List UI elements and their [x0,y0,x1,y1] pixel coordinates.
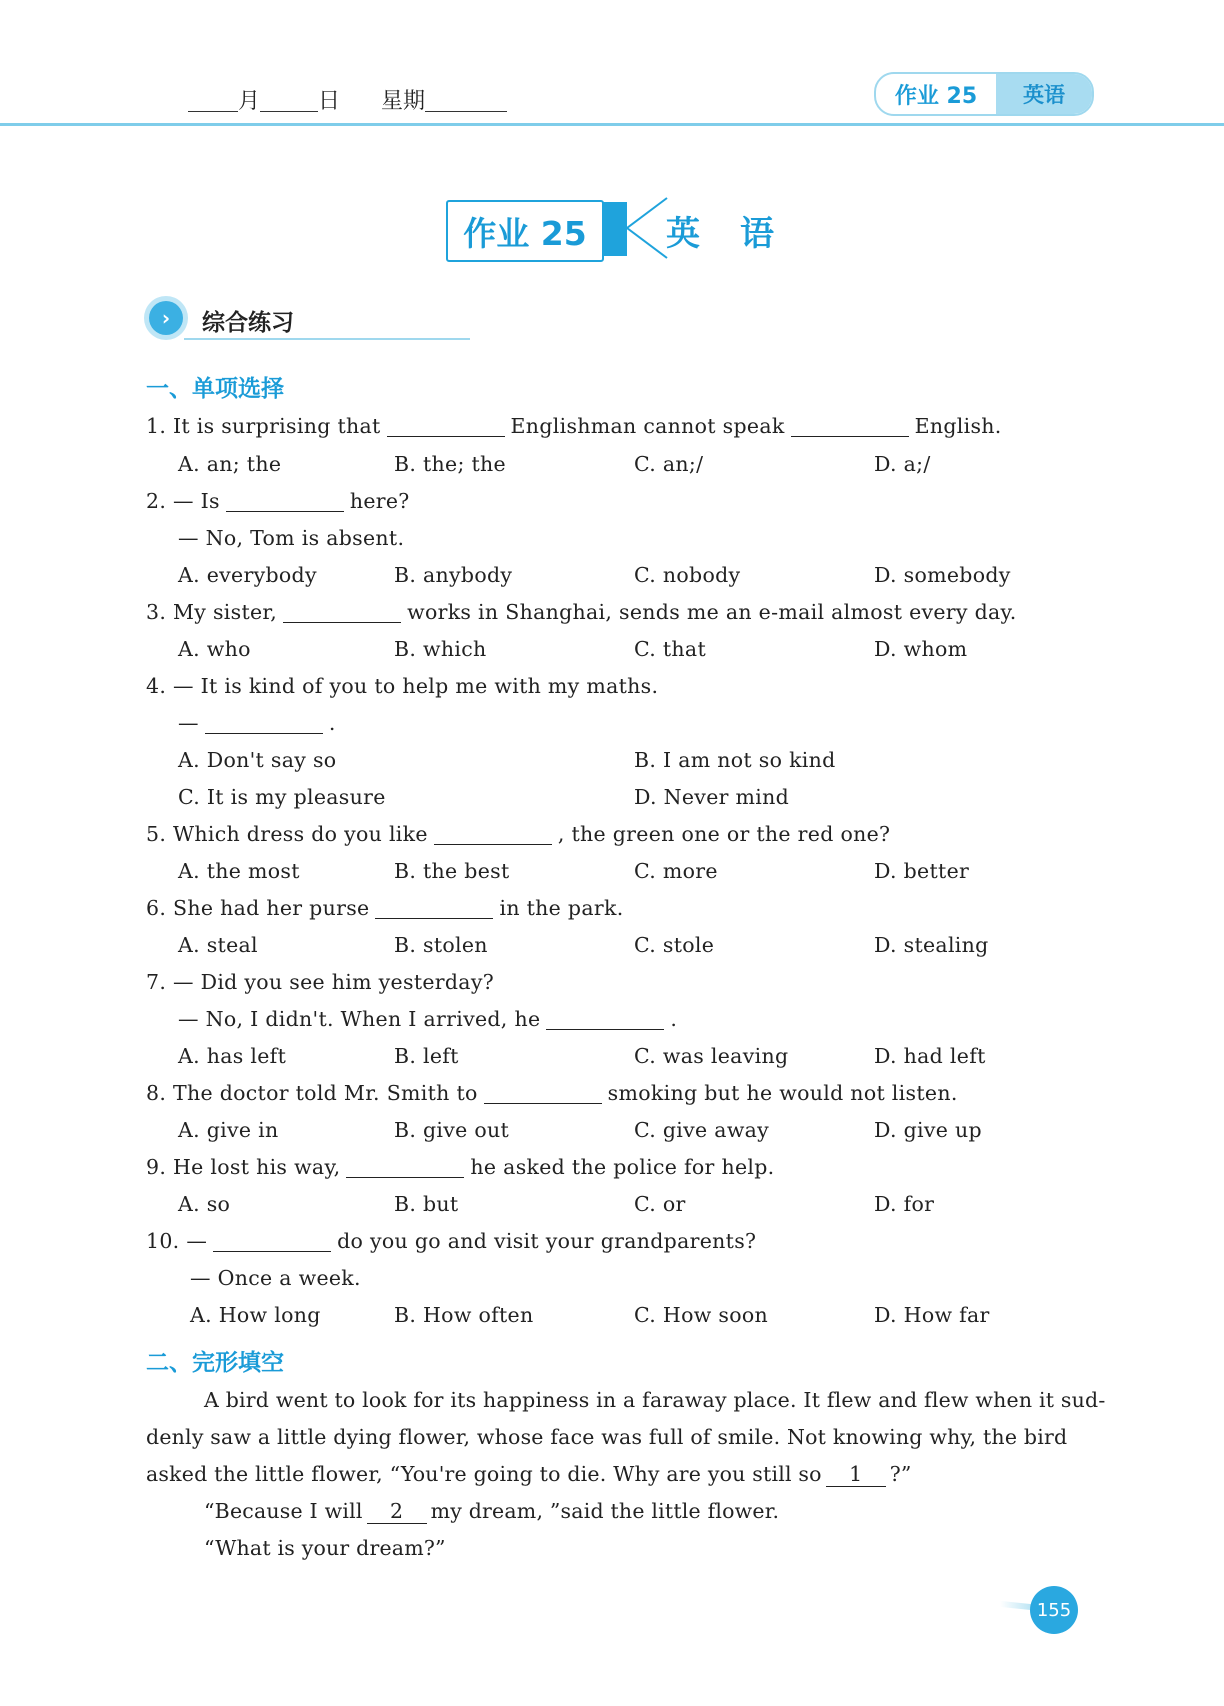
answer-blank[interactable] [791,416,909,437]
header-tab [874,72,1094,116]
question-1: 1. It is surprising that Englishman cannot speak English. [146,414,1002,438]
weekday-blank[interactable] [425,89,507,112]
answer-blank[interactable] [213,1231,331,1252]
option-d[interactable]: D. give up [874,1118,982,1142]
question-3: 3. My sister, works in Shanghai, sends me an e-mail almost every day. [146,600,1017,624]
badge-underline [184,338,470,340]
header-tab-assignment: 作业 25 [894,83,978,109]
option-a[interactable]: A. give in [178,1118,279,1142]
option-c[interactable]: C. give away [634,1118,770,1142]
option-d[interactable]: D. Never mind [634,785,790,809]
header-tab-subject: 英语 [996,74,1092,114]
question-4-reply: — . [178,711,336,735]
option-c[interactable]: C. nobody [634,563,741,587]
title-subject: 英语 [666,214,814,254]
option-a[interactable]: A. has left [178,1044,287,1068]
option-d[interactable]: D. How far [874,1303,990,1327]
option-b[interactable]: B. give out [394,1118,510,1142]
section1-heading: 一、单项选择 [146,376,284,402]
question-7: 7. — Did you see him yesterday? [146,970,495,994]
option-b[interactable]: B. anybody [394,563,513,587]
question-6: 6. She had her purse in the park. [146,896,624,920]
cloze-blank-1[interactable]: 1 [826,1462,886,1487]
weekday-label: 星期 [381,89,426,114]
question-7-reply: — No, I didn't. When I arrived, he . [178,1007,678,1031]
passage-line-4: “Because I will 2 my dream, ”said the little flower. [204,1499,780,1523]
option-a[interactable]: A. who [178,637,251,661]
option-d[interactable]: D. whom [874,637,968,661]
option-b[interactable]: B. which [394,637,487,661]
option-b[interactable]: B. stolen [394,933,488,957]
option-b[interactable]: B. the; the [394,452,506,476]
option-c[interactable]: C. was leaving [634,1044,789,1068]
option-c[interactable]: C. How soon [634,1303,768,1327]
option-a[interactable]: A. an; the [178,452,282,476]
answer-blank[interactable] [283,602,401,623]
passage-line-5: “What is your dream?” [204,1536,446,1560]
question-2-reply: — No, Tom is absent. [178,526,405,550]
option-a[interactable]: A. everybody [178,563,317,587]
answer-blank[interactable] [387,416,505,437]
option-a[interactable]: A. the most [178,859,300,883]
question-9: 9. He lost his way, he asked the police for help. [146,1155,775,1179]
option-a[interactable]: A. steal [178,933,258,957]
answer-blank[interactable] [434,824,552,845]
month-blank[interactable] [188,89,238,112]
question-8: 8. The doctor told Mr. Smith to smoking but he would not listen. [146,1081,958,1105]
option-c[interactable]: C. an;/ [634,452,704,476]
answer-blank[interactable] [375,898,493,919]
answer-blank[interactable] [546,1009,664,1030]
question-10-reply: — Once a week. [190,1266,361,1290]
option-b[interactable]: B. left [394,1044,459,1068]
answer-blank[interactable] [346,1157,464,1178]
option-c[interactable]: C. stole [634,933,715,957]
option-d[interactable]: D. stealing [874,933,989,957]
option-a[interactable]: A. How long [190,1303,321,1327]
option-d[interactable]: D. for [874,1192,935,1216]
option-b[interactable]: B. the best [394,859,510,883]
day-label: 日 [318,89,341,114]
option-c[interactable]: C. It is my pleasure [178,785,386,809]
title-tab-decoration [603,202,627,256]
option-b[interactable]: B. How often [394,1303,534,1327]
answer-blank[interactable] [226,491,344,512]
question-2: 2. — Is here? [146,489,410,513]
question-5: 5. Which dress do you like , the green one or the red one? [146,822,891,846]
chevron-right-icon: › [149,301,183,335]
option-d[interactable]: D. better [874,859,970,883]
option-a[interactable]: A. Don't say so [178,748,337,772]
option-c[interactable]: C. or [634,1192,686,1216]
page-title: 作业 25 [446,200,604,262]
day-blank[interactable] [260,89,318,112]
option-d[interactable]: D. somebody [874,563,1011,587]
date-line [188,84,507,115]
passage-line-1: A bird went to look for its happiness in a faraway place. It flew and flew when it sud- [204,1388,1106,1412]
option-b[interactable]: B. I am not so kind [634,748,836,772]
passage-line-3: asked the little flower, “You're going to die. Why are you still so 1 ?” [146,1462,912,1486]
option-c[interactable]: C. more [634,859,718,883]
answer-blank[interactable] [484,1083,602,1104]
option-d[interactable]: D. a;/ [874,452,931,476]
month-label: 月 [238,89,261,114]
answer-blank[interactable] [205,713,323,734]
option-b[interactable]: B. but [394,1192,459,1216]
cloze-blank-2[interactable]: 2 [367,1499,427,1524]
option-c[interactable]: C. that [634,637,706,661]
question-10: 10. — do you go and visit your grandparents? [146,1229,757,1253]
title-connector-lines [627,196,671,260]
option-a[interactable]: A. so [178,1192,231,1216]
question-4: 4. — It is kind of you to help me with my maths. [146,674,659,698]
page-number: 155 [1030,1586,1078,1634]
option-d[interactable]: D. had left [874,1044,986,1068]
header-divider [0,123,1224,126]
passage-line-2: denly saw a little dying flower, whose face was full of smile. Not knowing why, the bird [146,1425,1068,1449]
badge-label: 综合练习 [202,310,294,336]
section2-heading: 二、完形填空 [146,1350,284,1376]
